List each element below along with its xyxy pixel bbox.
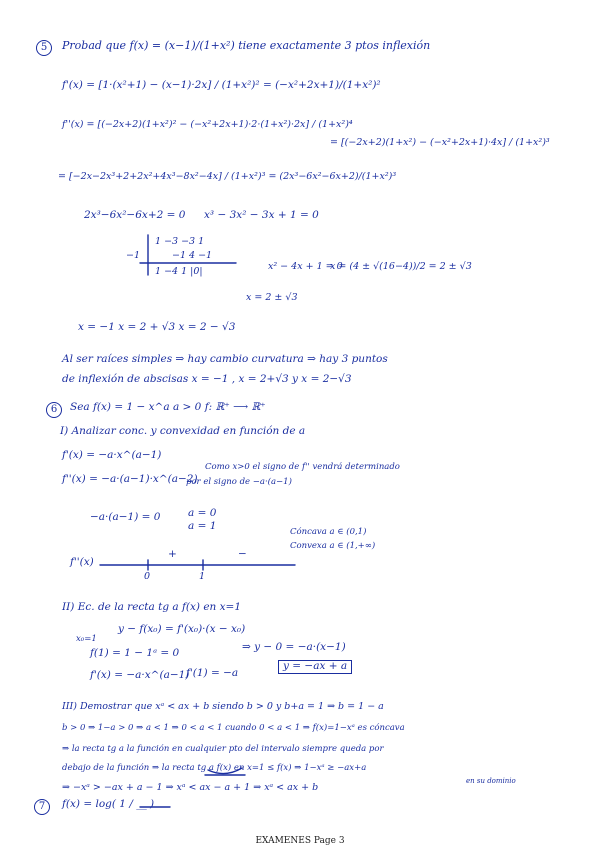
ruffini-row-1: 1 −3 −3 1: [155, 236, 205, 247]
exercise-7-number: 7: [34, 799, 50, 815]
convex-interval: Convexa a ∈ (1,+∞): [290, 541, 376, 551]
sign-note-1: Como x>0 el signo de f'' vendrá determinado: [205, 462, 400, 472]
second-derivative-b: = [(−2x+2)(1+x²) − (−x²+2x+1)·4x] / (1+x²)³: [330, 137, 550, 148]
part-3-line-3: ⇒ la recta tg a la función en cualquier pto del intervalo siempre queda por: [62, 744, 384, 754]
exercise-7-start: f(x) = log( 1 / __ ): [62, 798, 155, 810]
f-prime-at-1: f'(1) = −a: [186, 667, 239, 679]
equation-a: −a·(a−1) = 0: [90, 511, 161, 523]
f-prime: f'(x) = −a·x^(a−1): [90, 669, 190, 681]
second-derivative-simplified: = [−2x−2x³+2+2x²+4x³−8x²−4x] / (1+x²)³ = (2x³−6x²−6x+2)/(1+x²)³: [58, 171, 397, 182]
ruffini-row-3: 1 −4 1 |0|: [155, 266, 203, 277]
exercise-6-part-1: I) Analizar conc. y convexidad en función de a: [60, 425, 306, 437]
part-3-line-5: ⇒ −xᵃ > −ax + a − 1 ⇒ xᵃ < ax − a + 1 ⇒ xᵃ < ax + b: [62, 782, 319, 793]
part-3-line-4: debajo de la función ⇒ la recta tg a f(x) en x=1 ≤ f(x) ⇒ 1−xᵃ ≥ −ax+a: [62, 763, 367, 773]
quadratic-roots: x = 2 ± √3: [246, 292, 298, 303]
conclusion-line-2: de inflexión de abscisas x = −1 , x = 2+√3 y x = 2−√3: [62, 373, 352, 385]
ruffini-root: −1: [126, 250, 141, 261]
second-derivative-a: f''(x) = [(−2x+2)(1+x²)² − (−x²+2x+1)·2·(1+x²)·2x] / (1+x²)⁴: [62, 119, 353, 130]
tick-label-1: 1: [199, 571, 206, 582]
concave-interval: Cóncava a ∈ (0,1): [290, 527, 367, 537]
domain-note: en su dominio: [466, 777, 516, 785]
solution-a-0: a = 0: [188, 507, 217, 519]
x0-value: x₀=1: [76, 634, 97, 644]
tangent-substitution: ⇒ y − 0 = −a·(x−1): [242, 641, 346, 653]
first-derivative-power: f'(x) = −a·x^(a−1): [62, 449, 162, 461]
exercise-6-part-2: II) Ec. de la recta tg a f(x) en x=1: [62, 601, 242, 613]
ruffini-row-2: −1 4 −1: [172, 250, 213, 261]
sign-minus: −: [238, 548, 247, 560]
f-at-1: f(1) = 1 − 1ᵃ = 0: [90, 647, 180, 659]
exercise-5-number: 5: [36, 40, 52, 56]
exercise-6-number: 6: [46, 402, 62, 418]
exercise-6-part-3: III) Demostrar que xᵃ < ax + b siendo b > 0 y b+a = 1 ⇒ b = 1 − a: [62, 701, 384, 712]
second-derivative-power: f''(x) = −a·(a−1)·x^(a−2): [62, 473, 198, 485]
quadratic-formula: x = (4 ± √(16−4))/2 = 2 ± √3: [330, 261, 472, 272]
solution-a-1: a = 1: [188, 520, 217, 532]
part-3-line-2: b > 0 ⇒ 1−a > 0 ⇒ a < 1 ⇒ 0 < a < 1 cuando 0 < a < 1 ⇒ f(x)=1−xᵃ es cóncava: [62, 723, 405, 733]
first-derivative: f'(x) = [1·(x²+1) − (x−1)·2x] / (1+x²)² = (−x²+2x+1)/(1+x²)²: [62, 79, 381, 91]
exercise-6-statement: Sea f(x) = 1 − x^a a > 0 f: ℝ⁺ ⟶ ℝ⁺: [70, 401, 266, 413]
page-footer: EXAMENES Page 3: [255, 836, 345, 846]
equation-cubic-b: x³ − 3x² − 3x + 1 = 0: [204, 209, 319, 221]
equation-cubic-a: 2x³−6x²−6x+2 = 0: [84, 209, 186, 221]
sign-plus: +: [168, 548, 177, 560]
tick-label-0: 0: [144, 571, 151, 582]
conclusion-line-1: Al ser raíces simples ⇒ hay cambio curvatura ⇒ hay 3 puntos: [62, 353, 388, 365]
exercise-5-statement: Probad que f(x) = (x−1)/(1+x²) tiene exactamente 3 ptos inflexión: [62, 39, 431, 52]
sign-chart-label: f''(x): [70, 556, 94, 568]
roots-list: x = −1 x = 2 + √3 x = 2 − √3: [78, 321, 236, 333]
sign-note-2: por el signo de −a·(a−1): [186, 477, 292, 487]
tangent-result-box: y = −ax + a: [278, 660, 352, 674]
quadratic-equation: x² − 4x + 1 = 0: [268, 261, 343, 272]
tangent-line-formula: y − f(x₀) = f'(x₀)·(x − x₀): [118, 623, 246, 635]
